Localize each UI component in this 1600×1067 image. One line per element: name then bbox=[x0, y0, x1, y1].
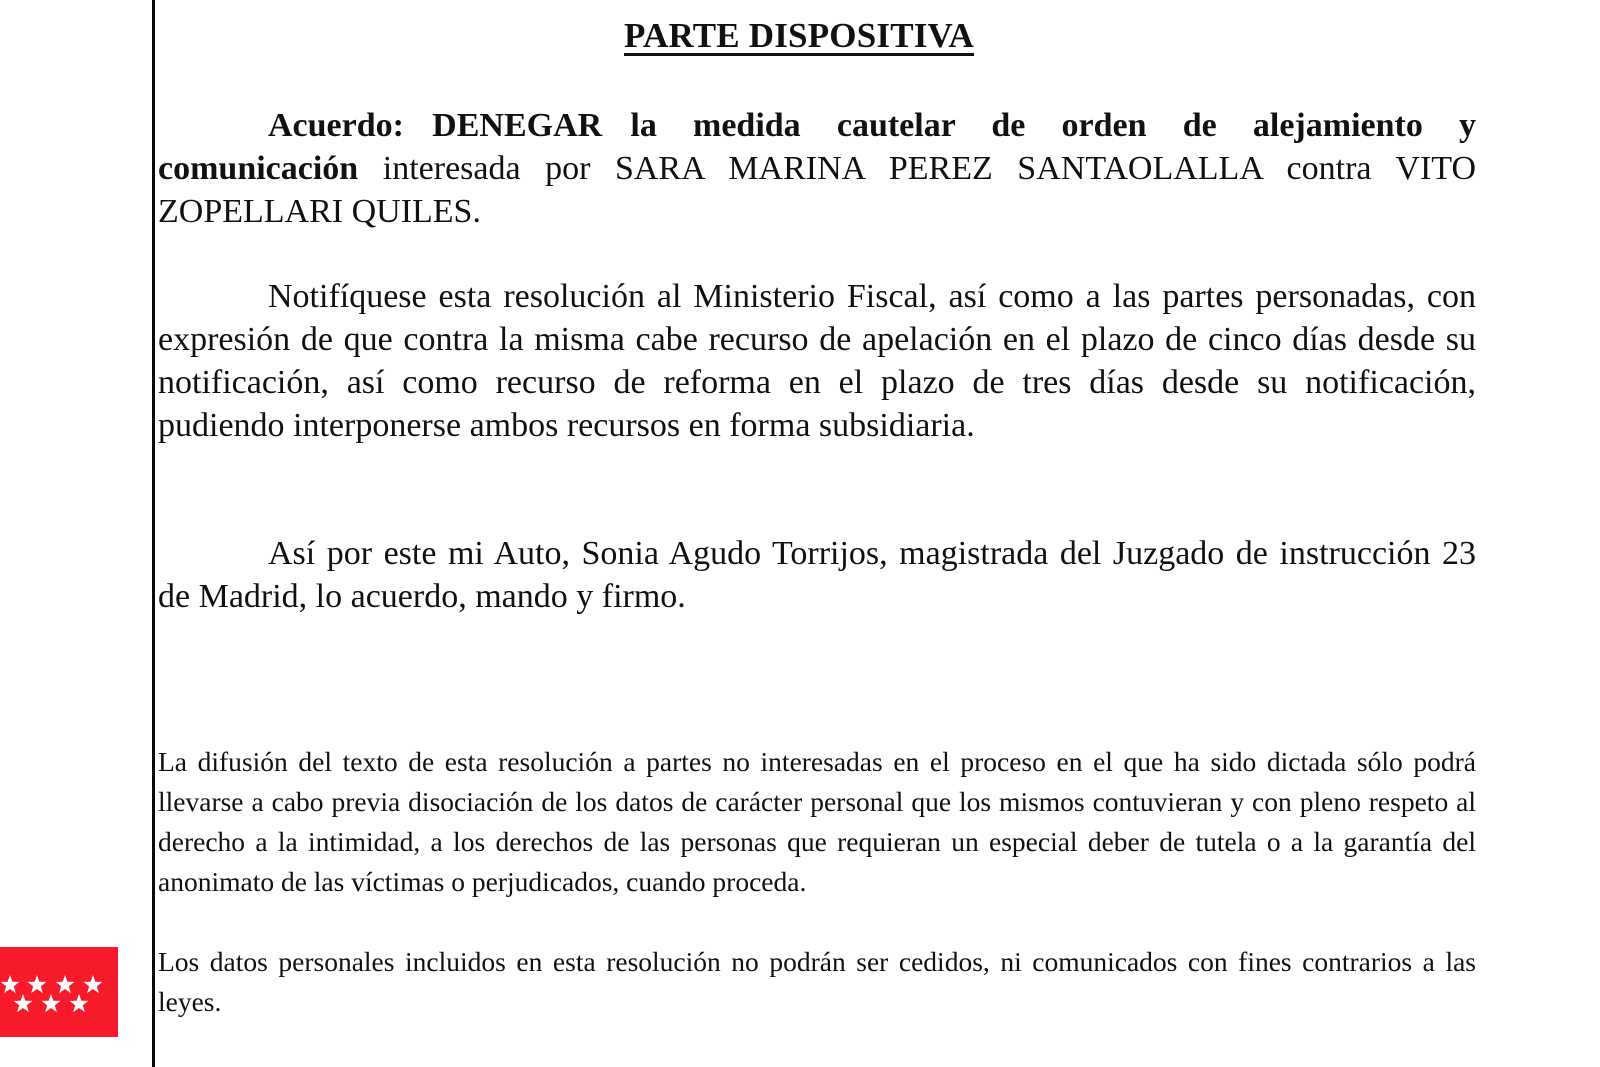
acuerdo-verb: DENEGAR bbox=[432, 107, 603, 144]
acuerdo-label: Acuerdo: bbox=[268, 107, 404, 144]
acuerdo-parties: interesada por SARA MARINA PEREZ SANTAOLALLA contra VITO ZOPELLARI QUILES. bbox=[158, 150, 1476, 230]
notificacion-paragraph: Notifíquese esta resolución al Ministerio Fiscal, así como a las partes personadas, con expresión de que contra la misma cabe recurso de apelación en el plazo de cinco días desde su notificación, así como recurso de reforma en el plazo de tres días desde su notificación, pudiendo interponerse ambos recursos en forma subsidiaria. bbox=[158, 278, 1476, 444]
aviso-datos-paragraph: Los datos personales incluidos en esta resolución no podrán ser cedidos, ni comunicados con fines contrarios a las leyes. bbox=[158, 946, 1476, 1017]
seven-stars-icon bbox=[0, 947, 118, 1037]
acuerdo-measure: la medida cautelar de orden de alejamiento y comunicación bbox=[158, 107, 1477, 187]
firma-paragraph: Así por este mi Auto, Sonia Agudo Torrijos, magistrada del Juzgado de instrucción 23 de Madrid, lo acuerdo, mando y firmo. bbox=[158, 535, 1476, 615]
comunidad-de-madrid-logo bbox=[0, 947, 118, 1037]
acuerdo-paragraph bbox=[158, 104, 1476, 233]
aviso-difusion-paragraph: La difusión del texto de esta resolución a partes no interesadas en el proceso en el que ha sido dictada sólo podrá llevarse a cabo previa disociación de los datos de carácter personal que los mismos contuvieran y con pleno respeto al derecho a la intimidad, a los derechos de las personas que requieran un especial deber de tutela o a la garantía del anonimato de las víctimas o perjudicados, cuando proceda. bbox=[158, 746, 1476, 897]
document-title: PARTE DISPOSITIVA bbox=[624, 16, 974, 55]
margin-vertical-rule bbox=[152, 0, 155, 1067]
